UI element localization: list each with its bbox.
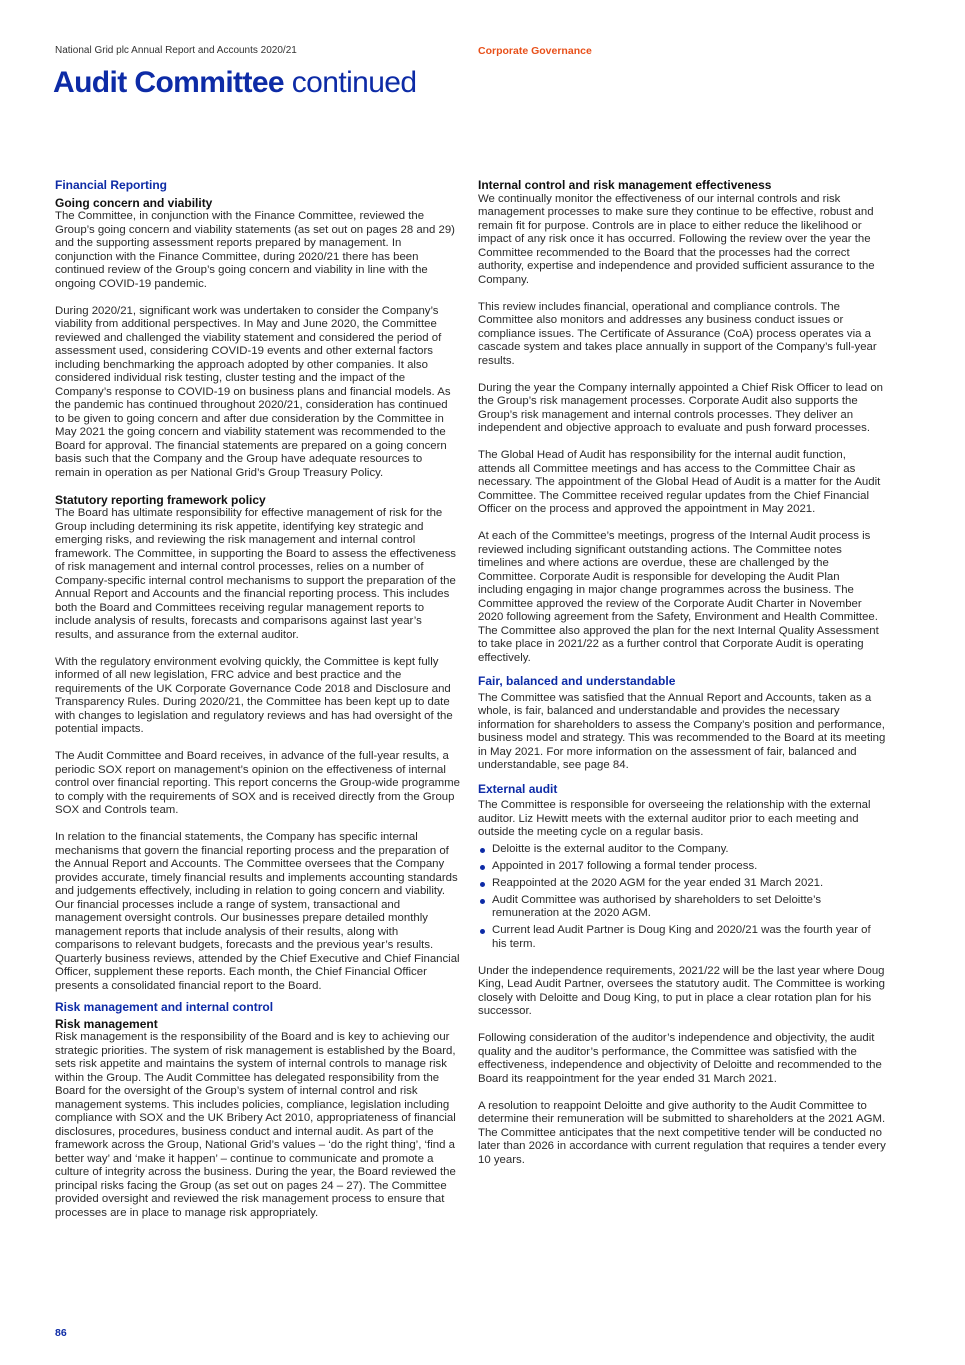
heading-going-concern: Going concern and viability: [55, 195, 213, 210]
right-column: [478, 179, 886, 1181]
section-label: Corporate Governance: [478, 45, 592, 57]
heading-internal-control-effectiveness: Internal control and risk management effectiveness: [478, 178, 772, 192]
paragraph: At each of the Committee’s meetings, progress of the Internal Audit process is reviewed including significant outstanding actions. The Committee notes timelines and where actions are overdue, these are challenged by the Committee. Corporate Audit is responsible for developing the Audit Plan including engaging in major change programmes across the business. The Committee approved the review of the Corporate Audit Charter in November 2020 following agreement from the Safety, Environment and Health Committee. The Committee also approved the plan for the next Internal Quality Assessment to take place in 2021/22 as a further control that Corporate Audit is operating effectively.: [478, 530, 879, 664]
page-title-suffix: continued: [291, 66, 417, 99]
paragraph: We continually monitor the effectiveness of our internal controls and risk management processes to make sure they continue to be effective, robust and remain fit for purpose. Controls are in place to either reduce the likelihood or impact of any risk once it has occurred. Following the review over the year the Committee recommended to the Board that the processes had the correct authority, expertise and independence and provided sufficient assurance to the Company.: [478, 192, 875, 286]
list-item: Current lead Audit Partner is Doug King and 2020/21 was the fourth year of his term.: [478, 924, 886, 951]
paragraph: Risk management is the responsibility of the Board and is key to achieving our strategic priorities. The system of risk management is established by the Board, sets risk appetite and maintains the system of internal controls to manage risk within the Group. The Audit Committee has delegated responsibility from the Board for the oversight of the Group’s system of internal control and risk management systems. This includes policies, compliance, legislation including compliance with SOX and the UK Bribery Act 2010, appropriateness of financial disclosures, procedures, business conduct and internal audit. As part of the framework across the Group, National Grid’s values – ‘do the right thing’, ‘find a better way’ and ‘make it happen’ – continue to communicate and promote a culture of integrity across the business. During the year, the Board reviewed the principal risks facing the Group (as set out on pages 24 – 27). The Committee provided oversight and reviewed the risk management process to ensure that processes are in place to manage risk appropriately.: [55, 1031, 456, 1219]
paragraph: The Global Head of Audit has responsibility for the internal audit function, attends all Committee meetings and has access to the Committee Chair as necessary. The appointment of the Global Head of Audit is a matter for the Audit Committee. The Committee received regular updates from the Chief Financial Officer on the process and approved the appointment in May 2021.: [478, 449, 881, 515]
paragraph: With the regulatory environment evolving quickly, the Committee is kept fully informed of all new legislation, FRC advice and best practice and the requirements of the UK Corporate Governance Code 2018 and Disclosure and Transparency Rules. During 2020/21, the Committee has been kept up to date with changes to legislation and regulatory reviews and has had oversight of the potential impacts.: [55, 655, 453, 735]
paragraph: During the year the Company internally appointed a Chief Risk Officer to lead on the Group’s risk management processes. Corporate Audit also supports the Group’s risk management and internal controls processes. They deliver an independent and objective approach to evaluate and push forward processes.: [478, 381, 884, 434]
paragraph: Under the independence requirements, 2021/22 will be the last year where Doug King, Lead Audit Partner, oversees the statutory audit. The Committee is working closely with Deloitte and Doug King, to put in place a clear rotation plan for his successor.: [478, 964, 885, 1017]
list-item: Appointed in 2017 following a formal tender process.: [478, 860, 886, 874]
external-audit-bullet-list: [478, 843, 886, 952]
report-title: National Grid plc Annual Report and Accounts 2020/21: [55, 45, 297, 56]
paragraph: In relation to the financial statements, the Company has specific internal mechanisms that govern the financial reporting process and the preparation of the Annual Report and Accounts. The Committee oversees that the Company provides accurate, timely financial results and implements accounting standards and judgements effectively, including in relation to going concern and viability. Our financial processes include a range of system, transactional and management oversight controls. Our businesses prepare detailed monthly management reports that include analysis of their results, along with comparisons to relevant budgets, forecasts and the previous year’s results. Quarterly business reviews, attended by the Chief Executive and Chief Financial Officer, supplement these reports. Each month, the Chief Financial Officer presents a consolidated financial report to the Board.: [55, 831, 460, 992]
page-number: 86: [55, 1327, 67, 1339]
list-item: Audit Committee was authorised by shareholders to set Deloitte’s remuneration at the 2020 AGM.: [478, 894, 886, 921]
list-item: Deloitte is the external auditor to the Company.: [478, 843, 886, 857]
paragraph: This review includes financial, operational and compliance controls. The Committee also monitors and addresses any business conduct issues or compliance issues. The Certificate of Assurance (CoA) process operates via a cascade system and takes place annually in support of the Company’s full-year results.: [478, 300, 877, 367]
heading-external-audit: External audit: [478, 781, 558, 796]
page-title-main: Audit Committee: [53, 66, 285, 99]
heading-fair-balanced: Fair, balanced and understandable: [478, 674, 676, 688]
paragraph: The Committee is responsible for overseeing the relationship with the external auditor. Liz Hewitt meets with the external auditor prior to each meeting and outside the meeting cycle on a regular basis.: [478, 799, 871, 838]
paragraph: During 2020/21, significant work was undertaken to consider the Company’s viability from additional perspectives. In May and June 2020, the Committee reviewed and challenged the viability statement and considered the period of assessment used, considering COVID-19 events and other external factors including benchmarking the approach adopted by other companies. It also considered individual risk testing, cluster testing and the impact of the Company’s response to COVID-19 on business plans and financial models. As the pandemic has continued throughout 2020/21, consideration has continued to be given to going concern and after due consideration by the Committee in May 2021 the going concern and viability statement was recommended to the Board for approval. The financial statements are prepared on a going concern basis such that the Company and the Group have adequate resources to remain in operation as per National Grid’s Group Treasury Policy.: [55, 304, 451, 479]
heading-risk-management: Risk management: [55, 1016, 158, 1031]
paragraph: The Board has ultimate responsibility for effective management of risk for the Group including determining its risk appetite, identifying key strategic and emerging risks, and reviewing the risk management and internal control framework. The Committee, in supporting the Board to assess the effectiveness of risk management and internal control processes, relies on a number of Company-specific internal control mechanisms to support the preparation of the Annual Report and Accounts and the financial reporting process. This includes both the Board and Committees receiving regular management reports to include analysis of results, forecasts and comparisons against last year’s results, and assurance from the external auditor.: [55, 507, 456, 641]
paragraph: A resolution to reappoint Deloitte and give authority to the Audit Committee to determine their remuneration will be submitted to shareholders at the 2021 AGM. The Committee anticipates that the next competitive tender will be conducted no later than 2026 in accordance with current regulation that requires a tender every 10 years.: [478, 1099, 886, 1166]
list-item: Reappointed at the 2020 AGM for the year ended 31 March 2021.: [478, 877, 886, 891]
paragraph: The Audit Committee and Board receives, in advance of the full-year results, a periodic SOX report on management’s opinion on the effectiveness of internal control over financial reporting. This report concerns the Group-wide programme to comply with the requirements of SOX and is received directly from the Group SOX and Controls team.: [55, 750, 460, 816]
heading-risk-management-internal-control: Risk management and internal control: [55, 1000, 274, 1014]
heading-financial-reporting: Financial Reporting: [55, 178, 168, 192]
page-title: [53, 66, 416, 100]
paragraph: The Committee, in conjunction with the Finance Committee, reviewed the Group’s going concern and viability statements (as set out on pages 28 and 29) and the supporting assessment reports prepared by management. In conjunction with the Finance Committee, during 2020/21 there has been continued review of the Group’s going concern and viability in line with the ongoing COVID-19 pandemic.: [55, 210, 455, 290]
paragraph: Following consideration of the auditor’s independence and objectivity, the audit quality and the auditor’s performance, the Committee was satisfied with the effectiveness, independence and objectivity of Deloitte and recommended to the Board its reappointment for the year ended 31 March 2021.: [478, 1032, 882, 1085]
left-column: [55, 179, 460, 1234]
heading-statutory-reporting: Statutory reporting framework policy: [55, 492, 266, 507]
paragraph: The Committee was satisfied that the Annual Report and Accounts, taken as a whole, is fair, balanced and understandable and provides the necessary information for shareholders to assess the Company’s position and performance, business model and strategy. This was recommended to the Board at its meeting in May 2021. For more information on the assessment of fair, balanced and understandable, see page 84.: [478, 691, 886, 771]
